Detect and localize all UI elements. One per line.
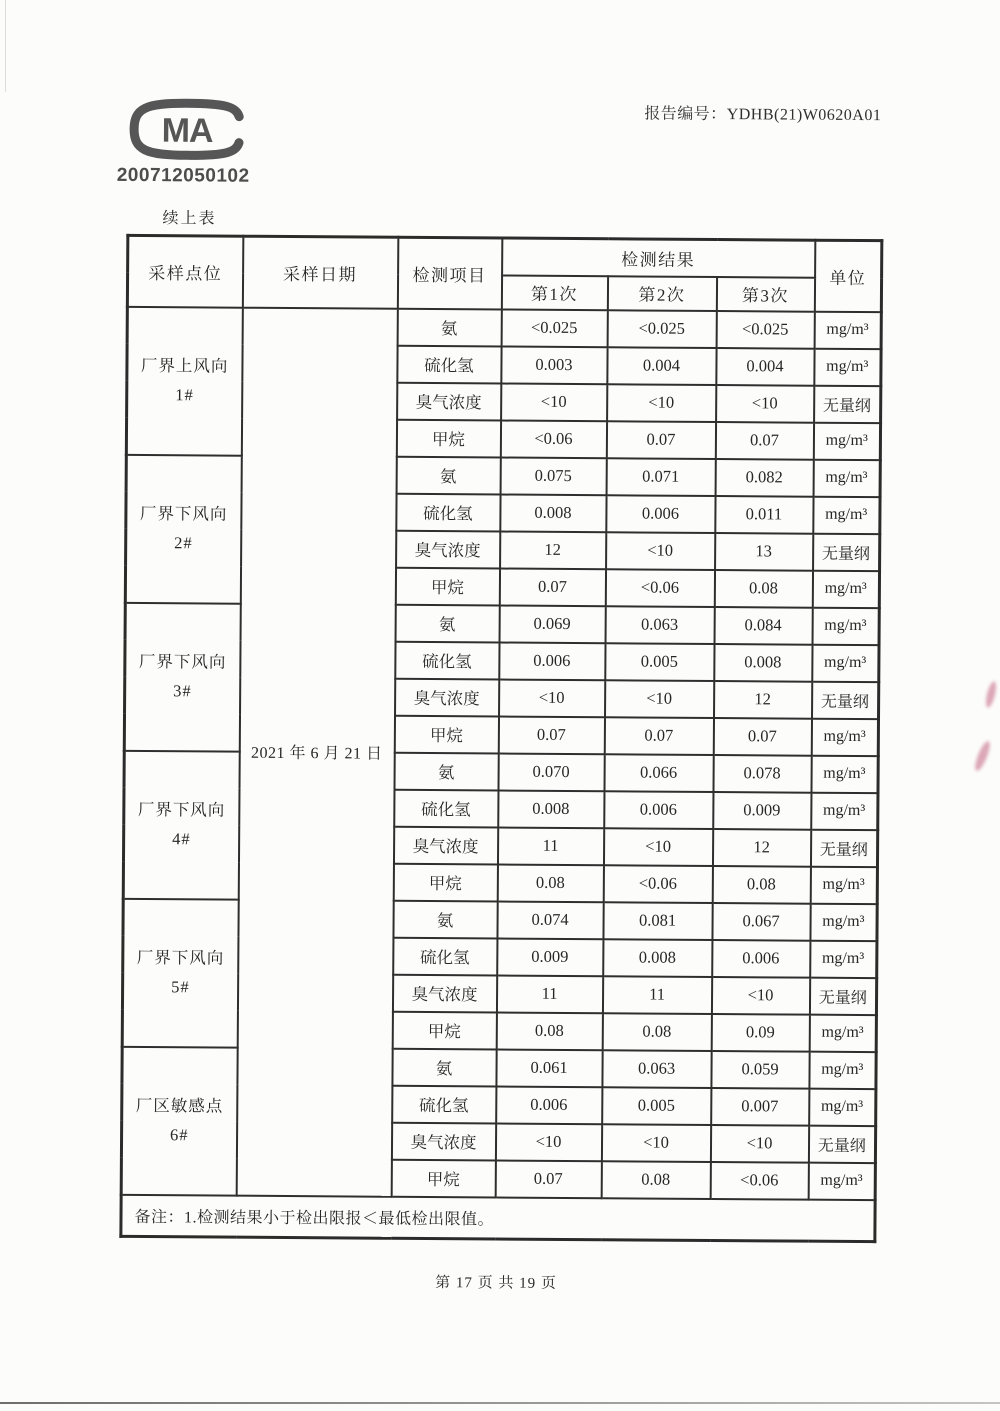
unit-cell: mg/m³ [809,1088,876,1125]
result-1-cell: 11 [497,827,603,865]
result-3-cell: 0.084 [714,607,812,645]
result-1-cell: 0.07 [499,568,605,606]
page-indicator: 第 17 页 共 19 页 [435,1275,557,1292]
result-3-cell: 0.007 [711,1087,809,1125]
result-1-cell: 0.070 [498,753,604,791]
result-3-cell: 0.059 [711,1050,809,1088]
sampling-point-cell: 厂界下风向 2# [125,454,241,603]
result-2-cell: 0.006 [604,791,713,829]
unit-cell: mg/m³ [812,644,879,681]
unit-cell: 无量纲 [809,977,876,1014]
result-3-cell: <10 [710,1124,808,1162]
test-item-cell: 氨 [393,900,497,938]
sampling-point-cell: 厂界下风向 3# [124,602,240,751]
note-cell: 备注：1.检测结果小于检出限报＜最低检出限值。 [121,1194,875,1241]
sampling-point-cell: 厂区敏感点 6# [121,1046,237,1195]
result-2-cell: 11 [602,976,711,1014]
unit-cell: mg/m³ [809,1051,876,1088]
unit-cell: 无量纲 [813,533,880,570]
test-item-cell: 甲烷 [393,863,497,901]
unit-cell: mg/m³ [809,1014,876,1051]
test-item-cell: 硫化氢 [394,789,498,827]
header-row-1 [128,235,882,277]
result-2-cell: <0.06 [605,569,714,607]
report-number-line [644,101,881,126]
unit-cell: mg/m³ [813,422,880,459]
test-item-cell: 硫化氢 [392,1085,496,1123]
unit-cell: mg/m³ [811,792,878,829]
result-3-cell: 0.078 [713,754,811,792]
result-2-cell: 0.063 [605,606,714,644]
test-item-cell: 硫化氢 [396,493,500,531]
result-2-cell: 0.066 [604,754,713,792]
result-3-cell: 0.09 [711,1013,809,1051]
test-item-cell: 氨 [394,752,498,790]
result-3-cell: 0.006 [712,939,810,977]
result-1-cell: <10 [495,1123,601,1161]
result-2-cell: 0.006 [606,495,715,533]
result-2-cell: <10 [607,384,716,422]
test-item-cell: 氨 [396,456,500,494]
result-2-cell: <0.025 [607,310,716,348]
result-2-cell: <10 [603,828,712,866]
result-2-cell: 0.071 [606,458,715,496]
test-item-cell: 臭气浓度 [397,382,501,420]
result-2-cell: 0.07 [606,421,715,459]
result-2-cell: 0.07 [604,717,713,755]
col-header-test-results: 检测结果 [502,238,815,277]
unit-cell: mg/m³ [808,1162,875,1199]
unit-cell: mg/m³ [810,940,877,977]
result-3-cell: 13 [715,533,813,571]
unit-cell: mg/m³ [811,718,878,755]
test-item-cell: 氨 [392,1048,496,1086]
unit-cell: mg/m³ [810,903,877,940]
test-item-cell: 硫化氢 [397,345,501,383]
result-1-cell: 11 [496,975,602,1013]
result-1-cell: 0.061 [496,1049,602,1087]
sampling-date-cell: 2021 年 6 月 21 日 [236,307,397,1196]
result-1-cell: 0.07 [495,1160,601,1198]
cma-certification-block [117,97,268,188]
note-row [121,1194,875,1241]
result-2-cell: <0.06 [603,865,712,903]
col-header-run-1: 第1次 [501,275,607,310]
result-1-cell: 0.074 [497,901,603,939]
result-3-cell: 0.07 [715,422,813,460]
table-row [123,898,877,940]
unit-cell: 无量纲 [814,385,881,422]
test-item-cell: 臭气浓度 [392,974,496,1012]
result-3-cell: <0.06 [710,1161,808,1199]
table-row [126,454,880,496]
result-1-cell: 0.003 [501,346,607,384]
result-3-cell: 12 [714,680,812,718]
col-header-unit: 单位 [814,240,881,311]
result-3-cell: 0.011 [715,496,813,534]
test-item-cell: 臭气浓度 [396,530,500,568]
unit-cell: mg/m³ [813,496,880,533]
result-1-cell: 0.08 [496,1012,602,1050]
col-header-sampling-point: 采样点位 [127,235,242,307]
unit-cell: mg/m³ [812,607,879,644]
result-2-cell: <10 [606,532,715,570]
unit-cell: mg/m³ [813,459,880,496]
cma-mark-icon [125,97,249,162]
report-number-value: YDHB(21)W0620A01 [726,106,882,125]
result-3-cell: 0.08 [714,570,812,608]
result-2-cell: 0.004 [607,347,716,385]
test-item-cell: 甲烷 [391,1159,495,1197]
result-1-cell: 0.006 [499,642,605,680]
result-3-cell: <10 [711,976,809,1014]
unit-cell: mg/m³ [812,570,879,607]
result-1-cell: 0.069 [499,605,605,643]
table-body [121,306,881,1199]
scan-left-edge-line [5,0,6,92]
report-number-label: 报告编号： [644,105,727,124]
table-row [124,750,878,792]
unit-cell: mg/m³ [810,866,877,903]
monitoring-results-table [119,234,883,1243]
table-row [127,306,881,348]
test-item-cell: 甲烷 [394,715,498,753]
test-item-cell: 硫化氢 [395,641,499,679]
result-2-cell: 0.063 [602,1050,711,1088]
result-3-cell: <0.025 [716,311,814,349]
unit-cell: 无量纲 [808,1125,875,1162]
test-item-cell: 甲烷 [396,419,500,457]
test-item-cell: 氨 [395,604,499,642]
cma-certificate-number: 200712050102 [116,164,250,187]
test-item-cell: 臭气浓度 [393,826,497,864]
sampling-point-cell: 厂界下风向 5# [122,898,238,1047]
result-1-cell: 0.006 [496,1086,602,1124]
col-header-test-item: 检测项目 [397,237,501,309]
result-3-cell: 0.08 [712,865,810,903]
unit-cell: mg/m³ [814,348,881,385]
result-2-cell: 0.08 [601,1161,710,1199]
result-1-cell: <10 [501,383,607,421]
result-1-cell: 0.008 [498,790,604,828]
result-1-cell: 0.075 [500,457,606,495]
cma-letters: MA [161,111,213,150]
result-1-cell: <0.025 [501,309,607,347]
result-2-cell: 0.005 [605,643,714,681]
table-row [122,1046,876,1088]
result-3-cell: 0.008 [714,644,812,682]
result-3-cell: <10 [716,385,814,423]
test-item-cell: 氨 [397,308,501,346]
unit-cell: 无量纲 [810,829,877,866]
result-2-cell: 0.08 [602,1013,711,1051]
test-item-cell: 臭气浓度 [395,678,499,716]
col-header-run-2: 第2次 [607,276,716,311]
result-1-cell: <10 [499,679,605,717]
scan-bottom-edge-line [0,1402,1000,1404]
result-1-cell: 0.008 [500,494,606,532]
test-item-cell: 臭气浓度 [391,1122,495,1160]
result-2-cell: <10 [605,680,714,718]
result-3-cell: 0.07 [713,717,811,755]
col-header-run-3: 第3次 [716,277,814,312]
result-2-cell: 0.081 [603,902,712,940]
unit-cell: mg/m³ [811,755,878,792]
result-3-cell: 0.082 [715,459,813,497]
sampling-point-cell: 厂界上风向 1# [126,306,242,455]
unit-cell: mg/m³ [814,311,881,348]
result-3-cell: 0.067 [712,902,810,940]
test-item-cell: 硫化氢 [393,937,497,975]
result-1-cell: <0.06 [500,420,606,458]
result-2-cell: 0.008 [603,939,712,977]
unit-cell: 无量纲 [812,681,879,718]
result-1-cell: 12 [500,531,606,569]
test-item-cell: 甲烷 [395,567,499,605]
result-2-cell: <10 [601,1124,710,1162]
result-2-cell: 0.005 [602,1087,711,1125]
sampling-point-cell: 厂界下风向 4# [123,750,239,899]
table-row [125,602,879,644]
result-3-cell: 12 [712,828,810,866]
result-1-cell: 0.07 [498,716,604,754]
col-header-sampling-date: 采样日期 [242,236,397,308]
result-3-cell: 0.004 [716,348,814,386]
result-1-cell: 0.08 [497,864,603,902]
result-1-cell: 0.009 [497,938,603,976]
test-item-cell: 甲烷 [392,1011,496,1049]
table-caption: 续上表 [162,210,217,228]
result-3-cell: 0.009 [713,791,811,829]
